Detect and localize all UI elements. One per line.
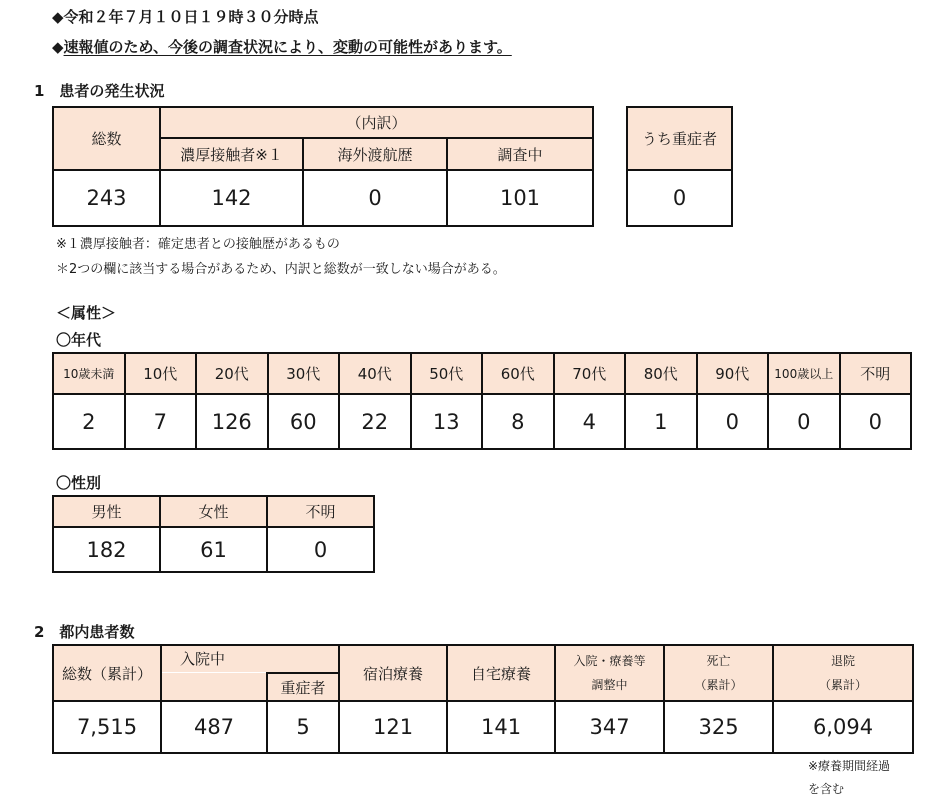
footnote-mismatch: ＊2つの欄に該当する場合があるため、内訳と総数が一致しない場合がある。	[56, 262, 506, 277]
age-value-cell: 0	[697, 394, 769, 449]
total-value: 243	[53, 170, 160, 226]
discharge-footnote-line1: ※療養期間経過	[808, 759, 891, 773]
age-title: 〇年代	[56, 331, 102, 349]
age-table	[52, 352, 912, 450]
hotel-value: 121	[339, 701, 447, 753]
discharge-header-line1: 退院	[831, 654, 856, 668]
patients-table	[52, 644, 914, 754]
hospitalized-header-spacer	[161, 673, 267, 701]
age-header-cell: 60代	[482, 353, 554, 394]
sex-table	[52, 495, 375, 573]
close-contact-value: 142	[160, 170, 303, 226]
attributes-title: ＜属性＞	[56, 304, 117, 322]
age-header-cell: 10代	[125, 353, 197, 394]
age-value-cell: 60	[268, 394, 340, 449]
section2-title: 2 都内患者数	[34, 623, 135, 641]
age-header-cell: 10歳未満	[53, 353, 125, 394]
age-header-cell: 90代	[697, 353, 769, 394]
age-value-cell: 1	[625, 394, 697, 449]
severe-table	[626, 106, 733, 227]
total-header: 総数	[53, 107, 160, 170]
section1-title: 1 患者の発生状況	[34, 82, 165, 100]
sex-header-cell: 不明	[267, 496, 374, 527]
sex-header-cell: 女性	[160, 496, 267, 527]
death-header-line1: 死亡	[706, 654, 731, 668]
death-value: 325	[664, 701, 773, 753]
notice-mark: ◆	[52, 38, 64, 56]
discharge-value: 6,094	[773, 701, 913, 753]
age-header-cell: 100歳以上	[768, 353, 840, 394]
age-value-cell: 22	[339, 394, 411, 449]
hospitalized-header: 入院中	[161, 645, 339, 673]
death-header	[664, 645, 773, 701]
age-value-cell: 0	[768, 394, 840, 449]
report-timestamp: ◆令和２年７月１０日１９時３０分時点	[52, 8, 319, 26]
sex-title: 〇性別	[56, 474, 102, 492]
severe-value: 0	[627, 170, 732, 226]
sex-value-row	[53, 527, 374, 572]
cumulative-total-header: 総数（累計）	[53, 645, 161, 701]
age-value-cell: 0	[840, 394, 912, 449]
investigating-value: 101	[447, 170, 593, 226]
hospitalized-value: 487	[161, 701, 267, 753]
sex-header-cell: 男性	[53, 496, 160, 527]
adjusting-header-line2: 調整中	[591, 678, 628, 692]
hospitalized-severe-header: 重症者	[267, 673, 339, 701]
hotel-header: 宿泊療養	[339, 645, 447, 701]
investigating-header: 調査中	[447, 138, 593, 170]
adjusting-value: 347	[555, 701, 664, 753]
discharge-footnote-line2: を含む	[808, 782, 845, 796]
age-header-cell: 70代	[554, 353, 626, 394]
overseas-value: 0	[303, 170, 447, 226]
severe-header: うち重症者	[627, 107, 732, 170]
age-header-cell: 40代	[339, 353, 411, 394]
home-header: 自宅療養	[447, 645, 555, 701]
age-value-cell: 2	[53, 394, 125, 449]
adjusting-header-line1: 入院・療養等	[573, 654, 646, 668]
age-header-cell: 30代	[268, 353, 340, 394]
adjusting-header	[555, 645, 664, 701]
age-header-row	[53, 353, 911, 394]
death-header-line2: （累計）	[694, 678, 743, 692]
age-value-row	[53, 394, 911, 449]
cumulative-total-value: 7,515	[53, 701, 161, 753]
home-value: 141	[447, 701, 555, 753]
hospitalized-severe-value: 5	[267, 701, 339, 753]
age-header-cell: 不明	[840, 353, 912, 394]
preliminary-notice	[52, 36, 512, 57]
occurrence-table	[52, 106, 594, 227]
age-value-cell: 7	[125, 394, 197, 449]
age-header-cell: 80代	[625, 353, 697, 394]
sex-header-row	[53, 496, 374, 527]
age-value-cell: 4	[554, 394, 626, 449]
discharge-header	[773, 645, 913, 701]
breakdown-header: （内訳）	[160, 107, 593, 138]
age-header-cell: 20代	[196, 353, 268, 394]
notice-text: 速報値のため、今後の調査状況により、変動の可能性があります。	[63, 38, 512, 56]
age-value-cell: 13	[411, 394, 483, 449]
age-value-cell: 126	[196, 394, 268, 449]
sex-value-cell: 61	[160, 527, 267, 572]
footnote-close-contact: ※１濃厚接触者：確定患者との接触歴があるもの	[56, 237, 340, 252]
overseas-header: 海外渡航歴	[303, 138, 447, 170]
close-contact-header: 濃厚接触者※１	[160, 138, 303, 170]
age-value-cell: 8	[482, 394, 554, 449]
sex-value-cell: 182	[53, 527, 160, 572]
discharge-header-line2: （累計）	[819, 678, 868, 692]
age-header-cell: 50代	[411, 353, 483, 394]
sex-value-cell: 0	[267, 527, 374, 572]
